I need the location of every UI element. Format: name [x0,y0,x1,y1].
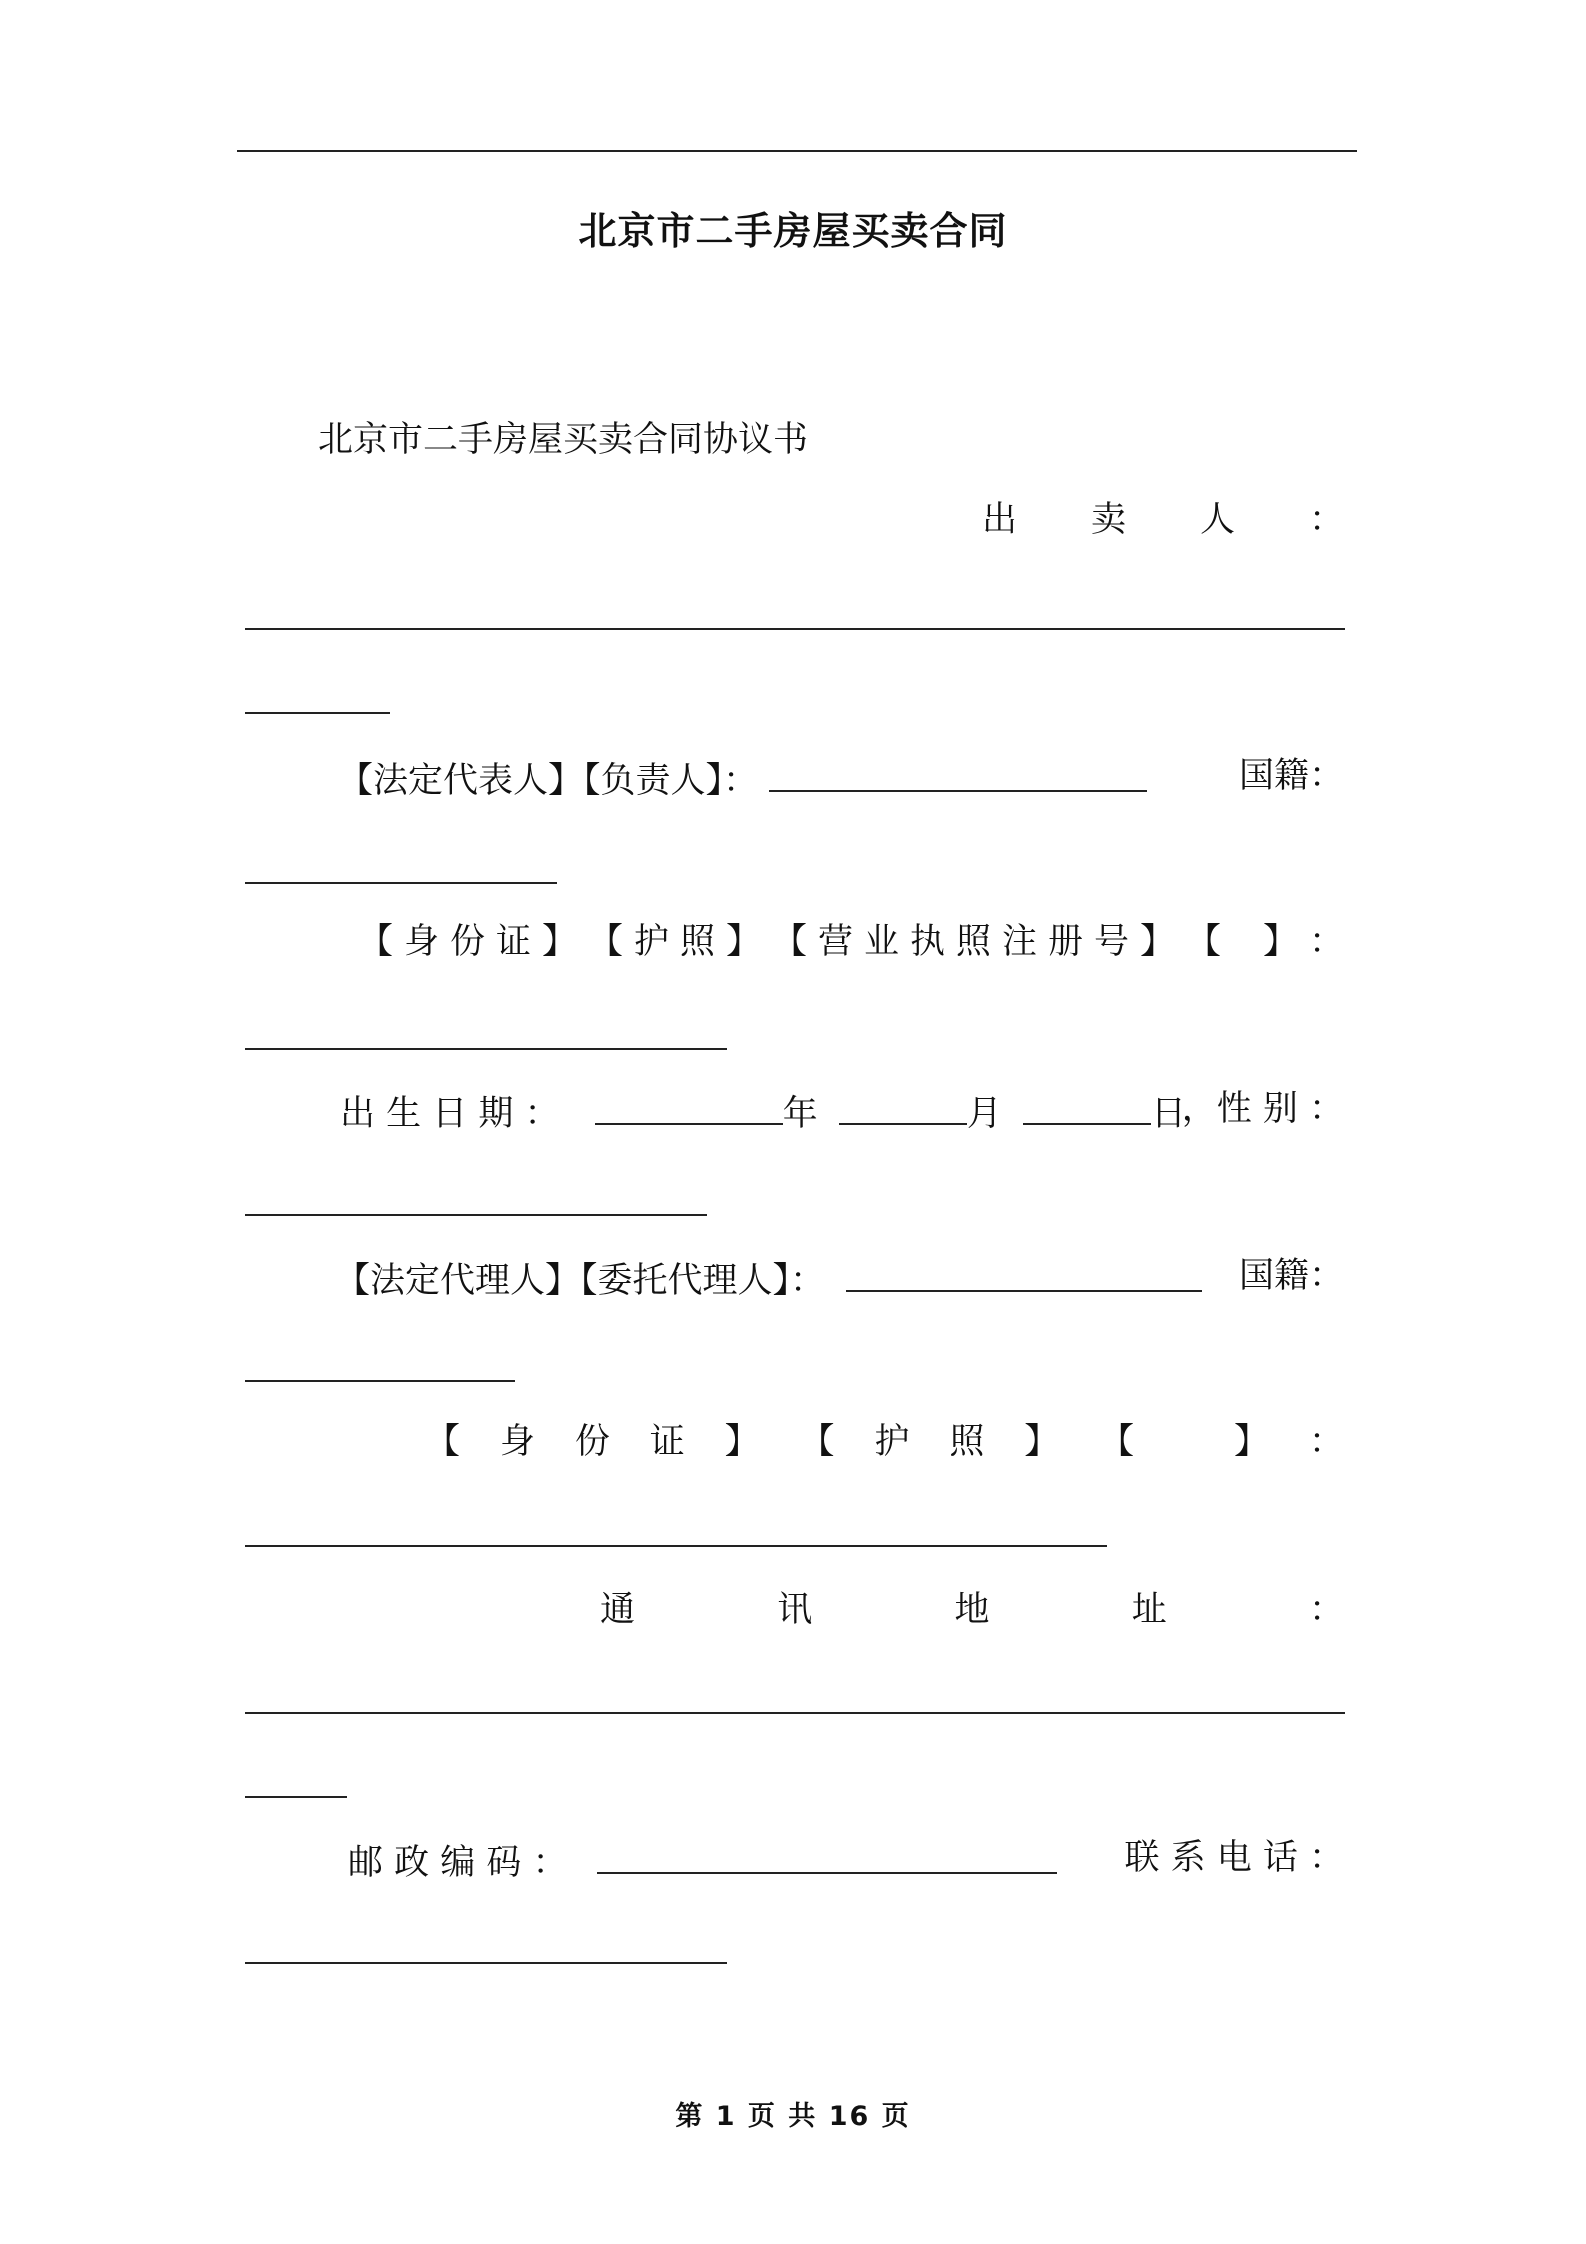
agent-blank[interactable] [846,1256,1202,1292]
agent-id-doc-char: 】 [1233,1422,1269,1462]
address-char: 地 [954,1590,990,1630]
legal-representative-label: 【法定代表人】【负责人】： [338,761,759,801]
month-label: 月 [966,1094,1002,1134]
agent-id-doc-char: 护 [874,1422,910,1462]
agent-id-doc-char: 【 [1099,1422,1135,1462]
id-doc-char: 照 [956,922,992,962]
id-doc-char: 【 [1186,922,1222,962]
birth-year-blank[interactable] [595,1089,783,1125]
id-doc-char: 证 [496,922,532,962]
id-doc-char: 号 [1094,922,1130,962]
id-doc-char: 护 [634,922,670,962]
id-doc-char: 份 [450,922,486,962]
legal-representative-row [338,756,1344,801]
nationality-blank-line[interactable] [245,882,557,884]
id-doc-char: 册 [1048,922,1084,962]
seller-char: ： [1308,500,1344,540]
id-number-blank-line[interactable] [245,1048,727,1050]
agent-id-document-row [425,1422,1344,1462]
id-doc-char: 【 [358,922,394,962]
header-rule [237,150,1357,152]
gender-label: ，性 别 ： [1181,1089,1344,1129]
postal-phone-row [348,1838,1344,1883]
agent-nationality-blank-line[interactable] [245,1380,515,1382]
gender-blank-line[interactable] [245,1214,707,1216]
page-number-footer: 第 1 页 共 16 页 [675,2101,911,2132]
address-char: 通 [600,1590,636,1630]
address-blank-line-1[interactable] [245,1712,1345,1714]
birth-date-label: 出 生 日 期 ： [340,1094,560,1134]
day-label: 日 [1150,1094,1186,1134]
agent-id-doc-char: 【 [799,1422,835,1462]
phone-label: 联 系 电 话 ： [1124,1838,1344,1878]
birth-month-blank[interactable] [839,1089,967,1125]
seller-char: 人 [1199,500,1235,540]
seller-char: 卖 [1090,500,1126,540]
seller-label-row [982,500,1344,540]
seller-char: 出 [982,500,1018,540]
agent-id-doc-char: 】 [1024,1422,1060,1462]
agent-id-doc-char: 照 [949,1422,985,1462]
phone-blank-line[interactable] [245,1962,727,1964]
address-char: 址 [1131,1590,1167,1630]
id-doc-char: 【 [772,922,808,962]
id-doc-char: 照 [680,922,716,962]
legal-representative-blank[interactable] [769,756,1147,792]
id-doc-char: 身 [404,922,440,962]
agent-id-doc-char: 【 [425,1422,461,1462]
agent-id-doc-char: 】 [724,1422,760,1462]
id-document-row [358,922,1344,962]
id-doc-char: 执 [910,922,946,962]
id-doc-char: 】 [1140,922,1176,962]
id-doc-char: 注 [1002,922,1038,962]
address-char: ： [1308,1590,1344,1630]
document-title: 北京市二手房屋买卖合同 [578,209,1008,253]
seller-blank-line-2[interactable] [245,712,390,714]
id-doc-char: 】 [542,922,578,962]
agent-id-number-blank-line[interactable] [245,1545,1107,1547]
address-row [600,1590,1344,1630]
agent-id-doc-char: 份 [574,1422,610,1462]
agreement-subtitle: 北京市二手房屋买卖合同协议书 [318,420,809,460]
id-doc-char: 【 [588,922,624,962]
agent-id-doc-char: 身 [499,1422,535,1462]
nationality-label: 国籍： [1238,756,1344,796]
postal-code-blank[interactable] [597,1838,1057,1874]
id-doc-char: ： [1308,922,1344,962]
year-label: 年 [782,1094,818,1134]
agent-id-doc-char: 证 [649,1422,685,1462]
agent-row [335,1256,1344,1301]
id-doc-char: 业 [864,922,900,962]
birth-day-blank[interactable] [1023,1089,1151,1125]
nationality-label-agent: 国籍： [1238,1256,1344,1296]
birth-date-row [340,1089,1344,1134]
agent-id-doc-char: ： [1308,1422,1344,1462]
postal-code-label: 邮 政 编 码 ： [348,1843,568,1883]
id-doc-char: 】 [726,922,762,962]
address-char: 讯 [777,1590,813,1630]
id-doc-char: 营 [818,922,854,962]
id-doc-char: 】 [1262,922,1298,962]
seller-blank-line-1[interactable] [245,628,1345,630]
agent-label: 【法定代理人】【委托代理人】： [335,1261,826,1301]
address-blank-line-2[interactable] [245,1796,347,1798]
